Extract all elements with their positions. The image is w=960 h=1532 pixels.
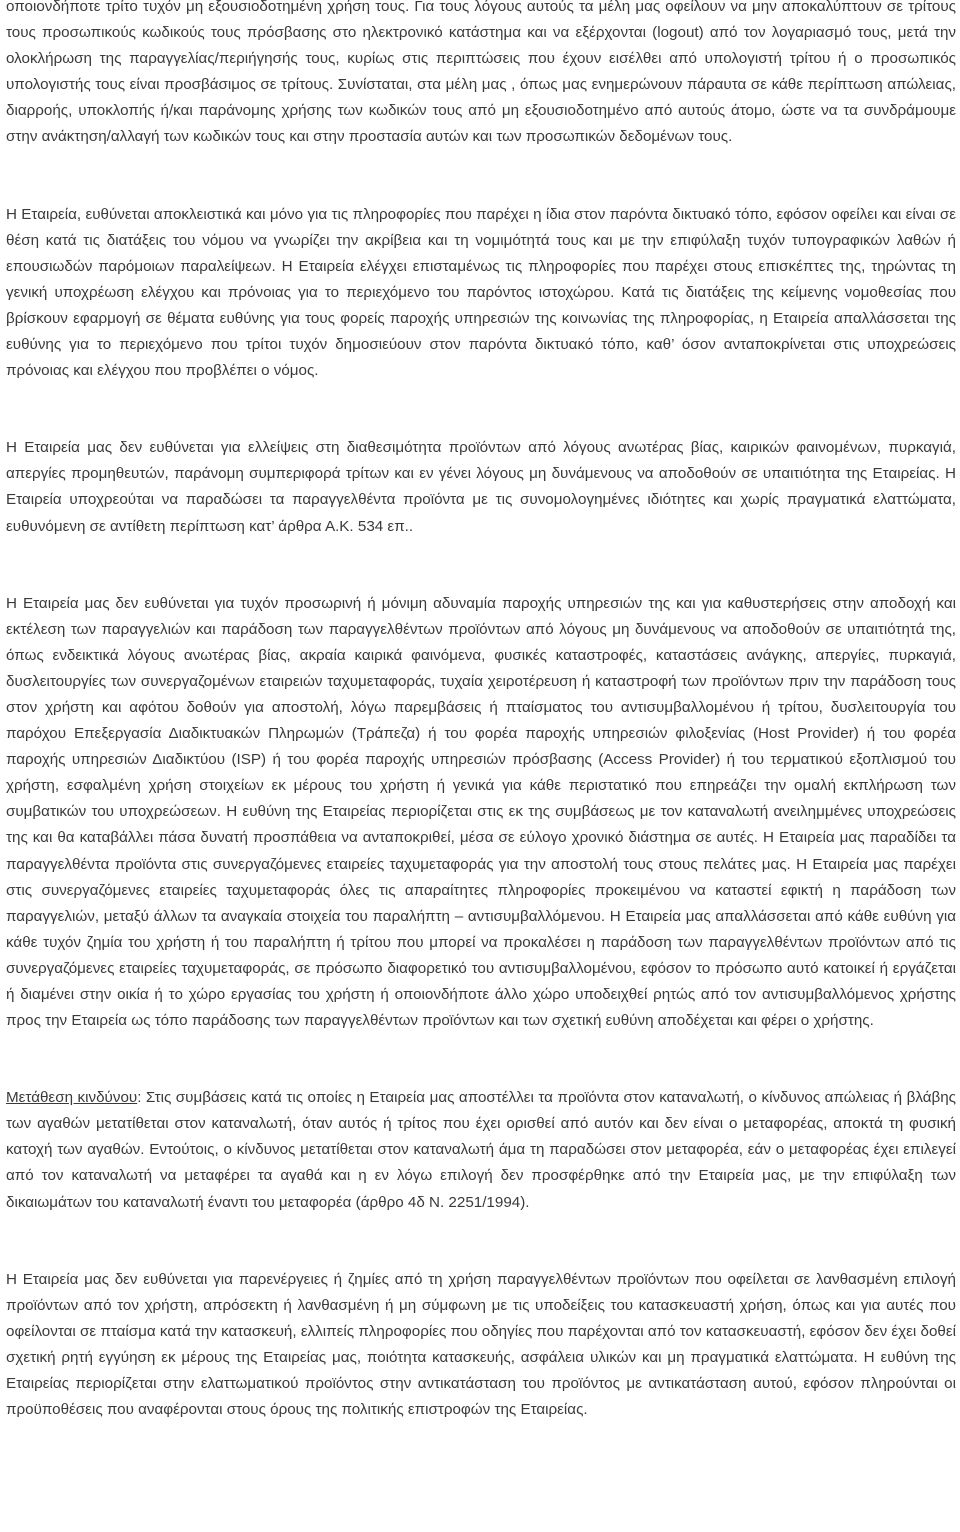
paragraph-spacer (6, 151, 956, 202)
paragraph-spacer (6, 540, 956, 591)
risk-transfer-heading: Μετάθεση κινδύνου (6, 1089, 138, 1107)
paragraph-information-liability: Η Εταιρεία, ευθύνεται αποκλειστικά και μόνο για τις πληροφορίες που παρέχει η ίδια στον παρόντα δικτυακό τόπο, εφόσον οφείλει και είναι σε θέση κατά τις διατάξεις του νόμου να γνωρίζει την ακρίβεια και τη νομιμότητά τους και με την επιφύλαξη τυχόν τυπογραφικών λαθών ή επουσιωδών παρόμοιων παραλείψεων. Η Εταιρεία ελέγχει επισταμένως τις πληροφορίες που παρέχει στους επισκέπτες της, τηρώντας τη γενική υποχρέωση ελέγχου και πρόνοιας για το περιεχόμενο του παρόντος ιστοχώρου. Κατά τις διατάξεις της κείμενης νομοθεσίας που βρίσκουν εφαρμογή σε θέματα ευθύνης για τους φορείς παροχής υπηρεσιών της κοινωνίας της πληροφορίας, η Εταιρεία απαλλάσσεται της ευθύνης για το περιεχόμενο που τρίτοι τυχόν δημοσιεύουν στον παρόντα δικτυακό τόπο, καθ’ όσον ανταποκρίνεται στις υποχρεώσεις πρόνοιας και ελέγχου που προβλέπει ο νόμος. (6, 205, 956, 380)
paragraph-spacer (6, 384, 956, 435)
risk-transfer-text: : Στις συμβάσεις κατά τις οποίες η Εταιρεία μας αποστέλλει τα προϊόντα στον καταναλωτή, ο κίνδυνος απώλειας ή βλάβης των αγαθών μετατίθεται στον καταναλωτή, όταν αυτός ή τρίτος που έχει ορισθεί από αυτόν και δεν είναι ο μεταφορέας, αποκτά τη φυσική κατοχή των αγαθών. Εντούτοις, ο κίνδυνος μετατίθεται στον καταναλωτή άμα τη παραδώσει στον μεταφορέα, εάν ο μεταφορέας έχει επιλεγεί από τον καταναλωτή να μεταφέρει τα αγαθά και η εν λόγω επιλογή δεν προσφέρθηκε από την Εταιρεία μας, με την επιφύλαξη των δικαιωμάτων του καταναλωτή έναντι του μεταφορέα (άρθρο 4δ Ν. 2251/1994). (6, 1089, 956, 1211)
paragraph-account-security: οποιονδήποτε τρίτο τυχόν μη εξουσιοδοτημένη χρήση τους. Για τους λόγους αυτούς τα μέλη μας οφείλουν να μην αποκαλύπτουν σε τρίτους τους προσωπικούς κωδικούς τους πρόσβασης στο ηλεκτρονικό κατάστημα και να εξέρχονται (logout) από τον λογαριασμό τους, μετά την ολοκλήρωση της παραγγελίας/περιήγησής τους, κυρίως στις περιπτώσεις που έχουν εισέλθει από υπολογιστή τρίτου ή ο προσωπικός υπολογιστής τους είναι προσβάσιμος σε τρίτους. Συνίσταται, στα μέλη μας , όπως μας ενημερώνουν πάραυτα σε κάθε περίπτωση απώλειας, διαρροής, υποκλοπής ή/και παράνομης χρήσης των κωδικών τους από μη εξουσιοδοτημένο από αυτούς άτομο, ώστε να τα συνδράμουμε στην ανάκτηση/αλλαγή των κωδικών τους και στην προστασία αυτών και των προσωπικών δεδομένων τους. (6, 0, 956, 146)
document-body (6, 0, 956, 1423)
paragraph-product-use-liability: Η Εταιρεία μας δεν ευθύνεται για παρενέργειες ή ζημίες από τη χρήση παραγγελθέντων προϊόντων που οφείλεται σε λανθασμένη επιλογή προϊόντων από τον χρήστη, απρόσεκτη ή λανθασμένη ή μη σύμφωνη με τις υποδείξεις του κατασκευαστή χρήση, όπως και για αυτές που οφείλονται σε πταίσμα κατά την κατασκευή, ελλιπείς πληροφορίες που οδηγίες που παρέχονται από τον κατασκευαστή, εφόσον δεν έχει δοθεί σχετική ρητή εγγύηση εκ μέρους της Εταιρείας μας, ποιότητα κατασκευής, ασφάλεια υλικών και μη πραγματικά ελαττώματα. Η ευθύνη της Εταιρείας περιορίζεται στην ελαττωματικού προϊόντος στην αντικατάσταση του προϊόντος με αντικατάσταση αυτού, εφόσον πληρούνται οι προϋποθέσεις που αναφέρονται στους όρους της πολιτικής επιστροφών της Εταιρείας. (6, 1270, 956, 1419)
paragraph-service-interruption: Η Εταιρεία μας δεν ευθύνεται για τυχόν προσωρινή ή μόνιμη αδυναμία παροχής υπηρεσιών της και για καθυστερήσεις στην αποδοχή και εκτέλεση των παραγγελιών και παράδοση των παραγγελθέντων προϊόντων από λόγους μη δυνάμενους να αποδοθούν σε υπαιτιότητά της, όπως ενδεικτικά λόγους ανωτέρας βίας, ακραία καιρικά φαινόμενα, φυσικές καταστροφές, καταστάσεις ανάγκης, απεργίες, πυρκαγιά, δυσλειτουργίες των συνεργαζομένων εταιρειών ταχυμεταφοράς, τυχαία χειροτέρευση ή καταστροφή των προϊόντων πριν την παράδοση τους στον χρήστη και αφότου δοθούν για αποστολή, λόγω παρεμβάσεις ή πταίσματος του αντισυμβαλλομένου ή τρίτου, δυσλειτουργία του παρόχου Επεξεργασία Διαδικτυακών Πληρωμών (Τράπεζα) ή του φορέα παροχής υπηρεσιών φιλοξενίας (Host Provider) ή του φορέα παροχής υπηρεσιών Διαδικτύου (ISP) ή του φορέα παροχής υπηρεσιών πρόσβασης (Access Provider) ή του τερματικού εξοπλισμού του χρήστη, εσφαλμένη χρήση στοιχείων εκ μέρους του χρήστη ή γενικά για κάθε περιστατικό που επηρεάζει την ομαλή εκπλήρωση των συμβατικών του υποχρεώσεων. Η ευθύνη της Εταιρείας περιορίζεται στις εκ της συμβάσεως με τον καταναλωτή ανειλημμένες υποχρεώσεις της και θα καταβάλλει πάσα δυνατή προσπάθεια να ανταποκριθεί, μέσα σε εύλογο χρονικό διάστημα σε αυτές. Η Εταιρεία μας παραδίδει τα παραγγελθέντα προϊόντα στις συνεργαζόμενες εταιρείες ταχυμεταφοράς για την αποστολή τους στους πελάτες μας. Η Εταιρεία μας παρέχει στις συνεργαζόμενες εταιρείες ταχυμεταφοράς όλες τις απαραίτητες πληροφορίες προκειμένου να καταστεί εφικτή η παράδοση των παραγγελιών, μεταξύ άλλων τα αναγκαία στοιχεία του παραλήπτη – αντισυμβαλλόμενου. Η Εταιρεία μας απαλλάσσεται από κάθε ευθύνη για κάθε τυχόν ζημία του χρήστη ή του παραλήπτη ή τρίτου που μπορεί να προκαλέσει η παράδοση των παραγγελθέντων προϊόντων από τις συνεργαζόμενες εταιρείες ταχυμεταφοράς, σε πρόσωπο διαφορετικό του αντισυμβαλλομένου, εφόσον το πρόσωπο αυτό κατοικεί ή εργάζεται ή διαμένει στην οικία ή το χώρο εργασίας του χρήστη ή οποιονδήποτε άλλο χώρο υποδειχθεί ρητώς από τον αντισυμβαλλόμενος χρήστης προς την Εταιρεία ως τόπο παράδοσης των παραγγελθέντων προϊόντων και των σχετική ευθύνη αποδέχεται και φέρει ο χρήστης. (6, 594, 956, 1030)
paragraph-spacer (6, 1034, 956, 1085)
paragraph-risk-transfer (6, 1085, 956, 1215)
paragraph-availability-liability: Η Εταιρεία μας δεν ευθύνεται για ελλείψεις στη διαθεσιμότητα προϊόντων από λόγους ανωτέρας βίας, καιρικών φαινομένων, πυρκαγιά, απεργίες προμηθευτών, παράνομη συμπεριφορά τρίτων και εν γένει λόγους μη δυνάμενους να αποδοθούν σε υπαιτιότητα της Εταιρείας. Η Εταιρεία υποχρεούται να παραδώσει τα παραγγελθέντα προϊόντα με τις συνομολογημένες ιδιότητες και χωρίς πραγματικά ελαττώματα, ευθυνόμενη σε αντίθετη περίπτωση κατ’ άρθρα Α.Κ. 534 επ.. (6, 439, 956, 535)
paragraph-spacer (6, 1216, 956, 1267)
